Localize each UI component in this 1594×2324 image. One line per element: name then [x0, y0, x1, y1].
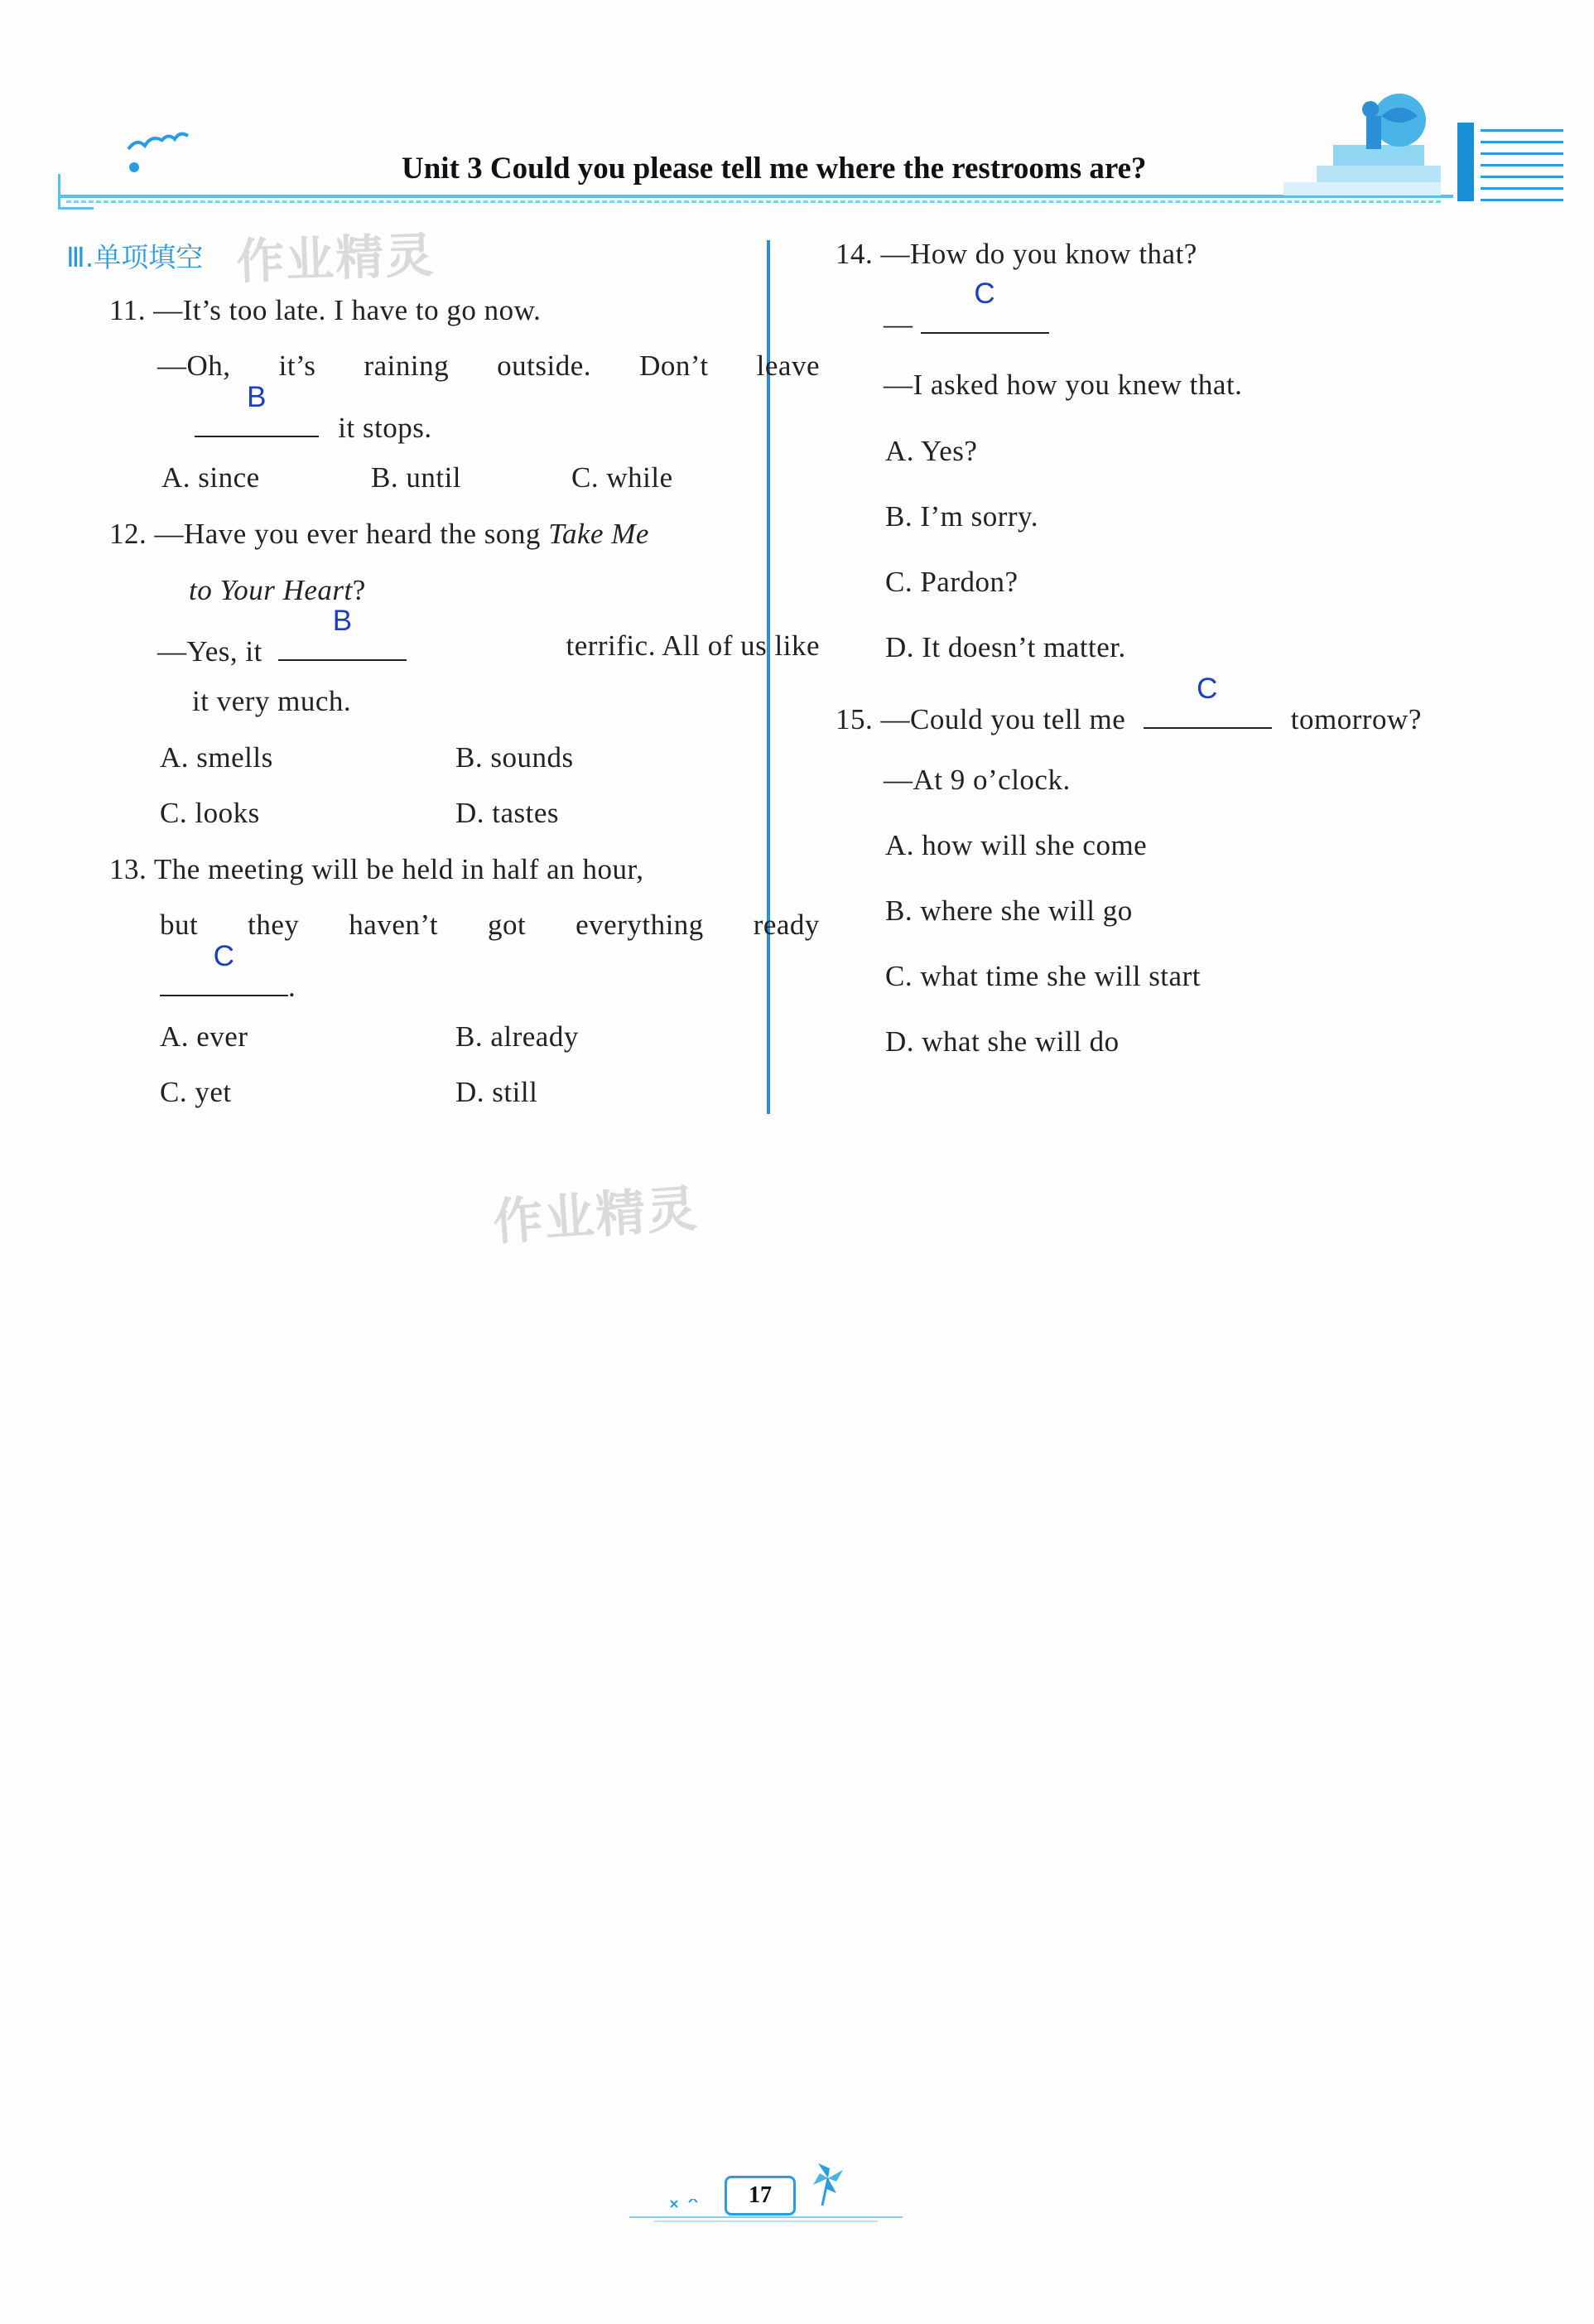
q12-answer-blank[interactable] [278, 605, 407, 661]
q14-stem: 14. —How do you know that? [836, 238, 1197, 270]
q14-option-c: C. Pardon? [885, 566, 1019, 598]
q13-option-b: B. already [455, 1020, 579, 1053]
q13-stem: 13. The meeting will be held in half an hour, [109, 853, 644, 885]
q12-option-c: C. looks [160, 797, 260, 829]
q12-option-b: B. sounds [455, 741, 574, 774]
header-dashed-rule [66, 200, 1441, 203]
q12-line4: it very much. [192, 685, 352, 717]
q11-stem: 11. —It’s too late. I have to go now. [109, 294, 542, 326]
q12-option-a: A. smells [160, 741, 273, 774]
pinwheel-icon [807, 2158, 849, 2207]
q14-option-d: D. It doesn’t matter. [885, 631, 1126, 663]
birds-icon [83, 124, 199, 174]
q11-option-b: B. until [371, 461, 462, 494]
q11-line2: —Oh, it’s raining outside. Don’t leave [157, 350, 820, 382]
q15-line2: —At 9 o’clock. [884, 764, 1071, 796]
watermark-center: 作业精灵 [491, 1179, 701, 1252]
q11-option-c: C. while [571, 461, 673, 494]
q13-option-d: D. still [455, 1076, 538, 1108]
q15-option-d: D. what she will do [885, 1025, 1120, 1058]
header-rule [58, 195, 1453, 198]
page-header [50, 58, 1573, 215]
q12-option-d: D. tastes [455, 797, 560, 829]
q12-line2: to Your Heart? [189, 574, 366, 606]
q14-line3: —I asked how you knew that. [884, 369, 1243, 401]
q15-answer: C [1197, 673, 1218, 705]
page-title: Unit 3 Could you please tell me where the restrooms are? [402, 152, 1147, 186]
q11-answer: B [247, 381, 267, 413]
q11-answer-blank[interactable] [195, 381, 319, 437]
q11-line3: B it stops. [195, 406, 432, 445]
page-number: 17 [725, 2176, 796, 2216]
q13-option-a: A. ever [160, 1020, 248, 1053]
q12-answer: B [332, 605, 353, 637]
page-footer [629, 2166, 903, 2224]
q15-option-c: C. what time she will start [885, 960, 1201, 992]
header-bracket [58, 174, 94, 210]
section-title: Ⅲ.单项填空 [66, 241, 204, 273]
q15-option-a: A. how will she come [885, 829, 1148, 861]
q14-option-a: A. Yes? [885, 435, 978, 467]
q14-answer: C [974, 277, 996, 310]
q15-stem: 15. —Could you tell me C tomorrow? [836, 673, 1422, 735]
q14-answer-blank[interactable] [921, 277, 1049, 334]
q13-line3: C . [160, 965, 296, 1004]
q13-option-c: C. yet [160, 1076, 232, 1108]
q13-answer: C [213, 940, 235, 972]
q14-option-b: B. I’m sorry. [885, 500, 1039, 533]
q12-stem: 12. —Have you ever heard the song Take Me [109, 518, 649, 550]
globe-statue-icon [1283, 58, 1449, 199]
header-stripes [1457, 123, 1565, 201]
q13-line2: but they haven’t got everything ready [160, 909, 820, 941]
q15-answer-blank[interactable] [1144, 673, 1272, 729]
q13-answer-blank[interactable] [160, 940, 288, 996]
q12-line3: —Yes, it B terrific. All of us like [157, 605, 820, 668]
q14-line2: — C [884, 302, 1049, 341]
q11-option-a: A. since [161, 461, 260, 494]
q15-option-b: B. where she will go [885, 894, 1133, 927]
watermark: 作业精灵 [235, 226, 436, 291]
